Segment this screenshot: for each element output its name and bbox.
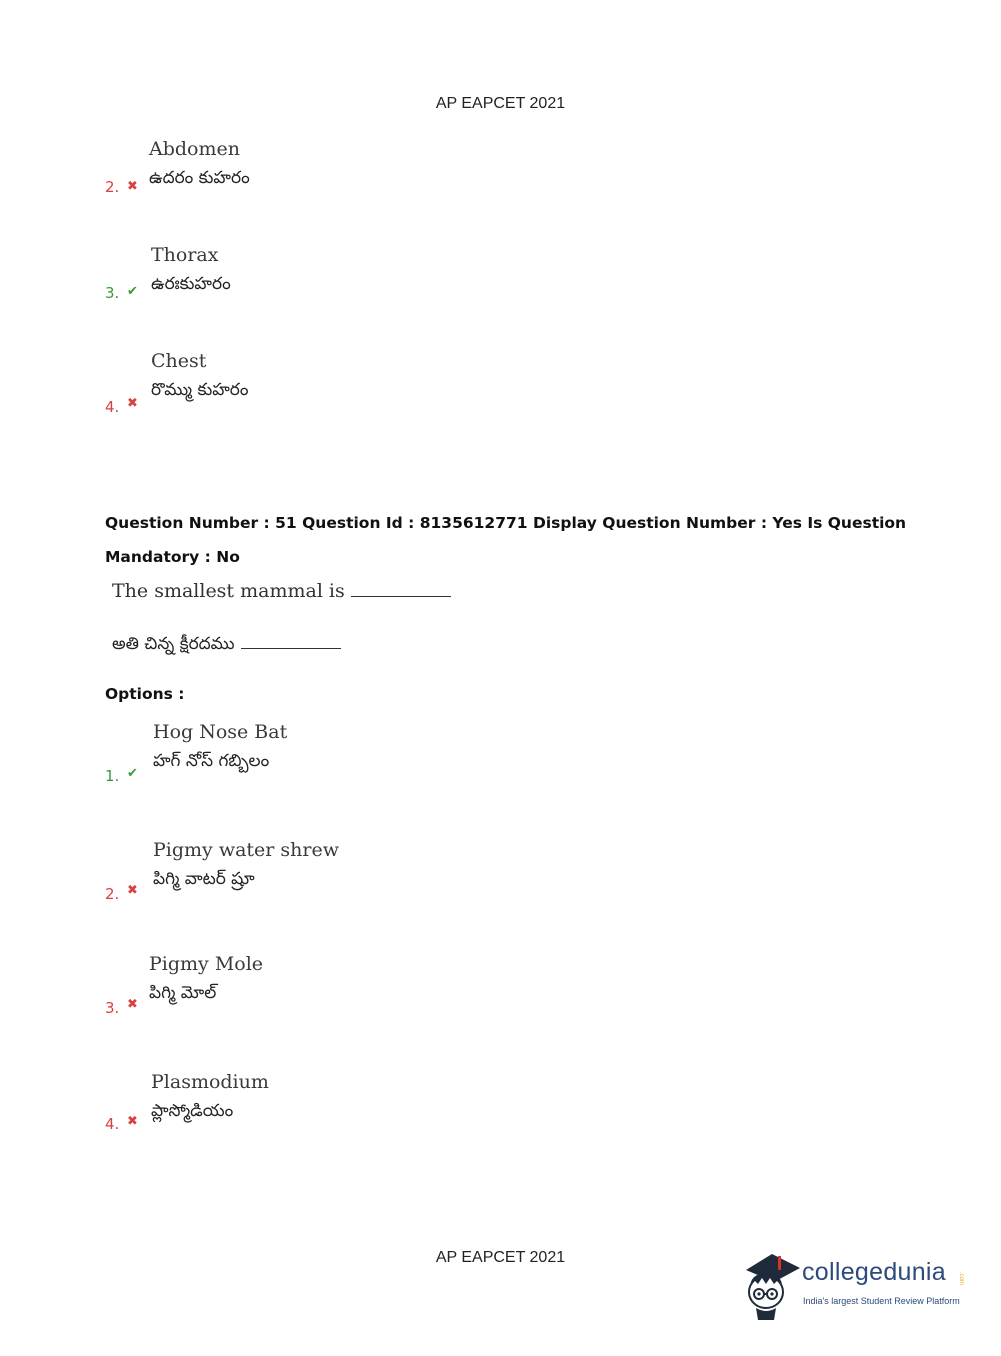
- collegedunia-logo: [742, 1248, 972, 1320]
- option-text-en: Abdomen: [149, 138, 240, 160]
- cross-icon: ✖: [127, 997, 138, 1012]
- option-number: 4.: [105, 1115, 120, 1133]
- option-text-te: పిగ్మి మోల్: [149, 983, 217, 1003]
- option-text-en: Chest: [151, 350, 207, 372]
- logo-domain-suffix: .com: [958, 1272, 964, 1286]
- question-text-te-label: అతి చిన్న క్షీరదము: [112, 634, 235, 654]
- options-label: Options :: [105, 685, 185, 703]
- page-footer: AP EAPCET 2021: [435, 1249, 566, 1266]
- option-text-en: Plasmodium: [151, 1071, 269, 1093]
- logo-tagline: India's largest Student Review Platform: [803, 1296, 960, 1306]
- check-icon: ✔: [127, 766, 138, 781]
- cross-icon: ✖: [127, 179, 138, 194]
- question-text-en: [112, 580, 451, 602]
- option-number: 3.: [105, 284, 120, 302]
- option-number: 4.: [105, 398, 120, 416]
- check-icon: ✔: [127, 284, 138, 299]
- option-text-te: ప్లాస్మోడియం: [151, 1101, 234, 1121]
- option-text-en: Pigmy water shrew: [153, 839, 339, 861]
- option-number: 2.: [105, 885, 120, 903]
- option-text-en: Hog Nose Bat: [153, 721, 288, 743]
- cross-icon: ✖: [127, 1114, 138, 1129]
- page-header: AP EAPCET 2021: [435, 95, 566, 112]
- option-text-te: హగ్ నోస్ గబ్బిలం: [153, 751, 270, 771]
- option-text-te: పిగ్మి వాటర్ ష్రూ: [153, 869, 255, 889]
- question-meta-line-1: Question Number : 51 Question Id : 8135612771 Display Question Number : Yes Is Question: [105, 514, 907, 532]
- answer-blank: [241, 634, 341, 649]
- option-number: 1.: [105, 767, 120, 785]
- mascot-icon: [742, 1248, 802, 1320]
- option-text-en: Pigmy Mole: [149, 953, 264, 975]
- question-text-te: [112, 634, 341, 658]
- option-text-te: రొమ్ము కుహరం: [151, 380, 249, 400]
- question-meta-line-2: Mandatory : No: [105, 548, 240, 566]
- logo-brand: collegedunia: [802, 1258, 946, 1286]
- option-number: 2.: [105, 178, 120, 196]
- option-text-te: ఉదరం కుహరం: [149, 168, 250, 188]
- question-text-en-label: The smallest mammal is: [112, 580, 345, 602]
- option-number: 3.: [105, 999, 120, 1017]
- cross-icon: ✖: [127, 396, 138, 411]
- answer-blank: [351, 582, 451, 597]
- option-text-en: Thorax: [151, 244, 219, 266]
- option-text-te: ఉరఃకుహరం: [151, 274, 231, 294]
- cross-icon: ✖: [127, 883, 138, 898]
